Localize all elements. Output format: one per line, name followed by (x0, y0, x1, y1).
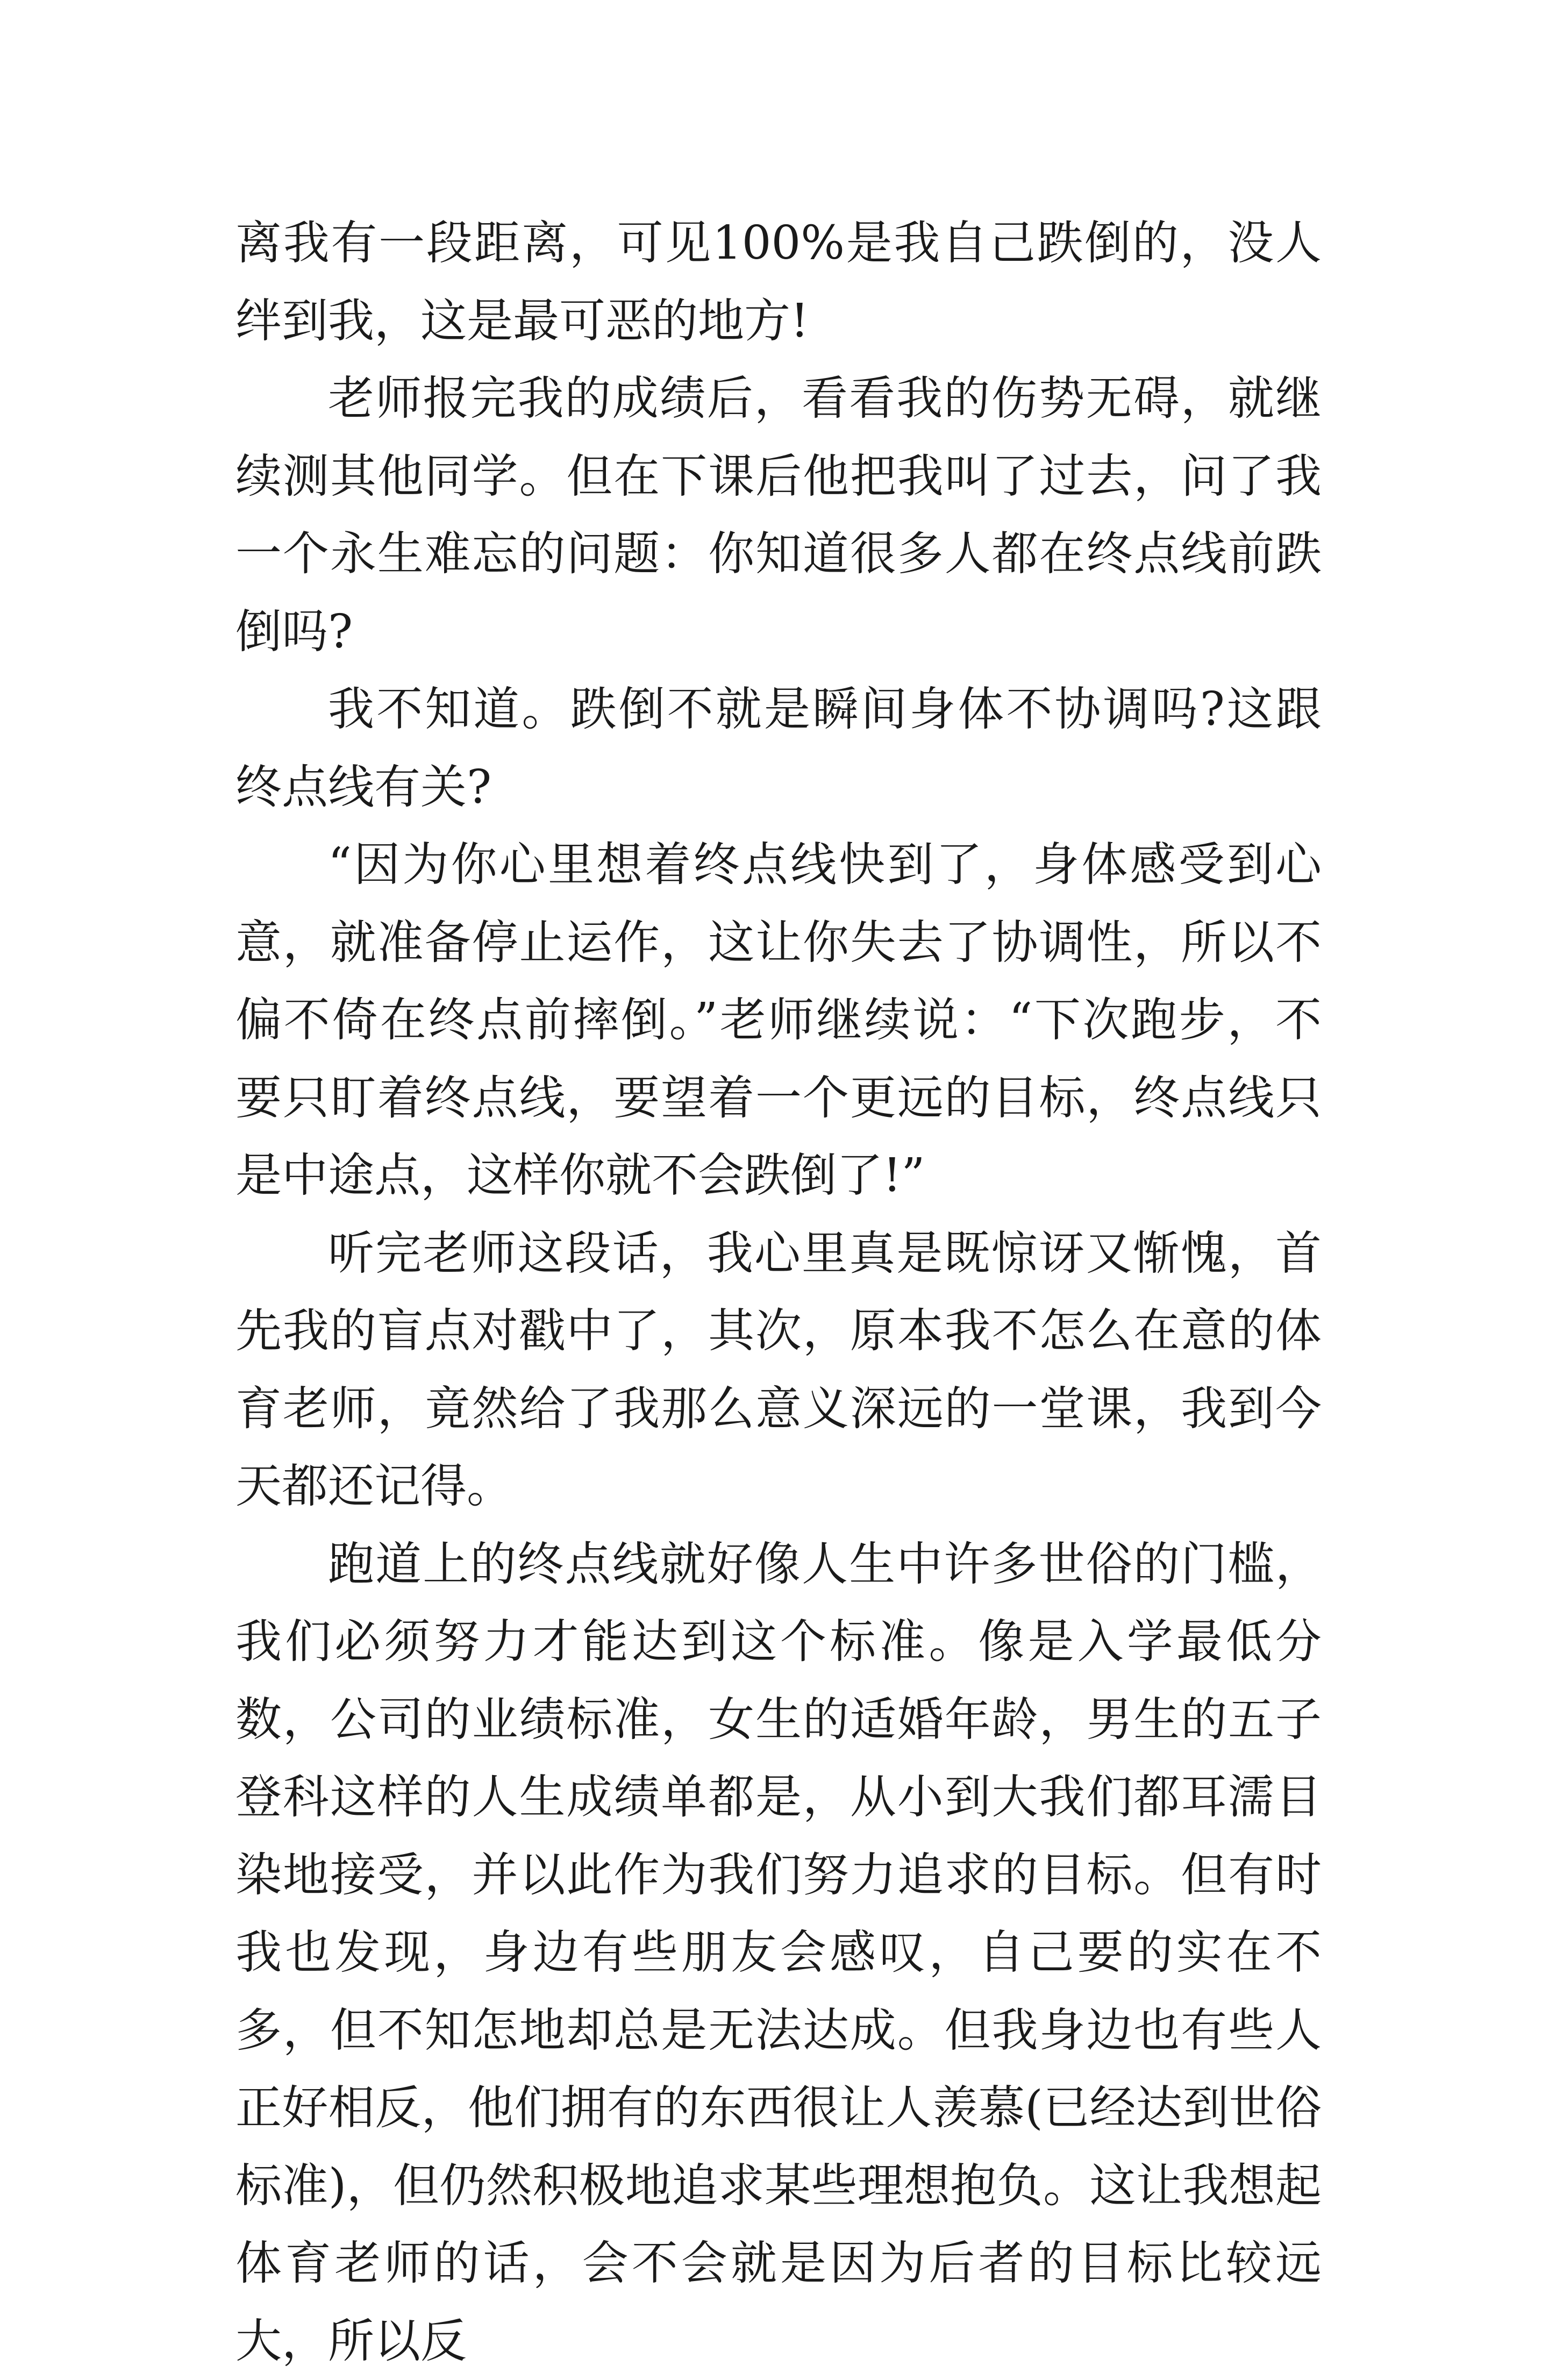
paragraph-continued: 离我有一段距离，可见100%是我自己跌倒的，没人绊到我，这是最可恶的地方! (235, 204, 1322, 360)
paragraph-reflection: 听完老师这段话，我心里真是既惊讶又惭愧，首先我的盲点对戳中了，其次，原本我不怎么在意的体育老师，竟然给了我那么意义深远的一堂课，我到今天都还记得。 (235, 1215, 1322, 1526)
paragraph-teacher-question: 老师报完我的成绩后，看看我的伤势无碍，就继续测其他同学。但在下课后他把我叫了过去，问了我一个永生难忘的问题：你知道很多人都在终点线前跌倒吗? (235, 360, 1322, 671)
paragraph-teacher-explanation: “因为你心里想着终点线快到了，身体感受到心意，就准备停止运作，这让你失去了协调性，所以不偏不倚在终点前摔倒。”老师继续说：“下次跑步，不要只盯着终点线，要望着一个更远的目标，终点线只是中途点，这样你就不会跌倒了!” (235, 826, 1322, 1215)
paragraph-my-answer: 我不知道。跌倒不就是瞬间身体不协调吗?这跟终点线有关? (235, 671, 1322, 826)
paragraph-life-thresholds: 跑道上的终点线就好像人生中许多世俗的门槛，我们必须努力才能达到这个标准。像是入学最低分数，公司的业绩标准，女生的适婚年龄，男生的五子登科这样的人生成绩单都是，从小到大我们都耳濡目染地接受，并以此作为我们努力追求的目标。但有时我也发现，身边有些朋友会感叹，自己要的实在不多，但不知怎地却总是无法达成。但我身边也有些人正好相反，他们拥有的东西很让人羡慕(已经达到世俗标准)，但仍然积极地追求某些理想抱负。这让我想起体育老师的话，会不会就是因为后者的目标比较远大，所以反 (235, 1526, 1322, 2380)
document-body (235, 204, 1322, 2380)
